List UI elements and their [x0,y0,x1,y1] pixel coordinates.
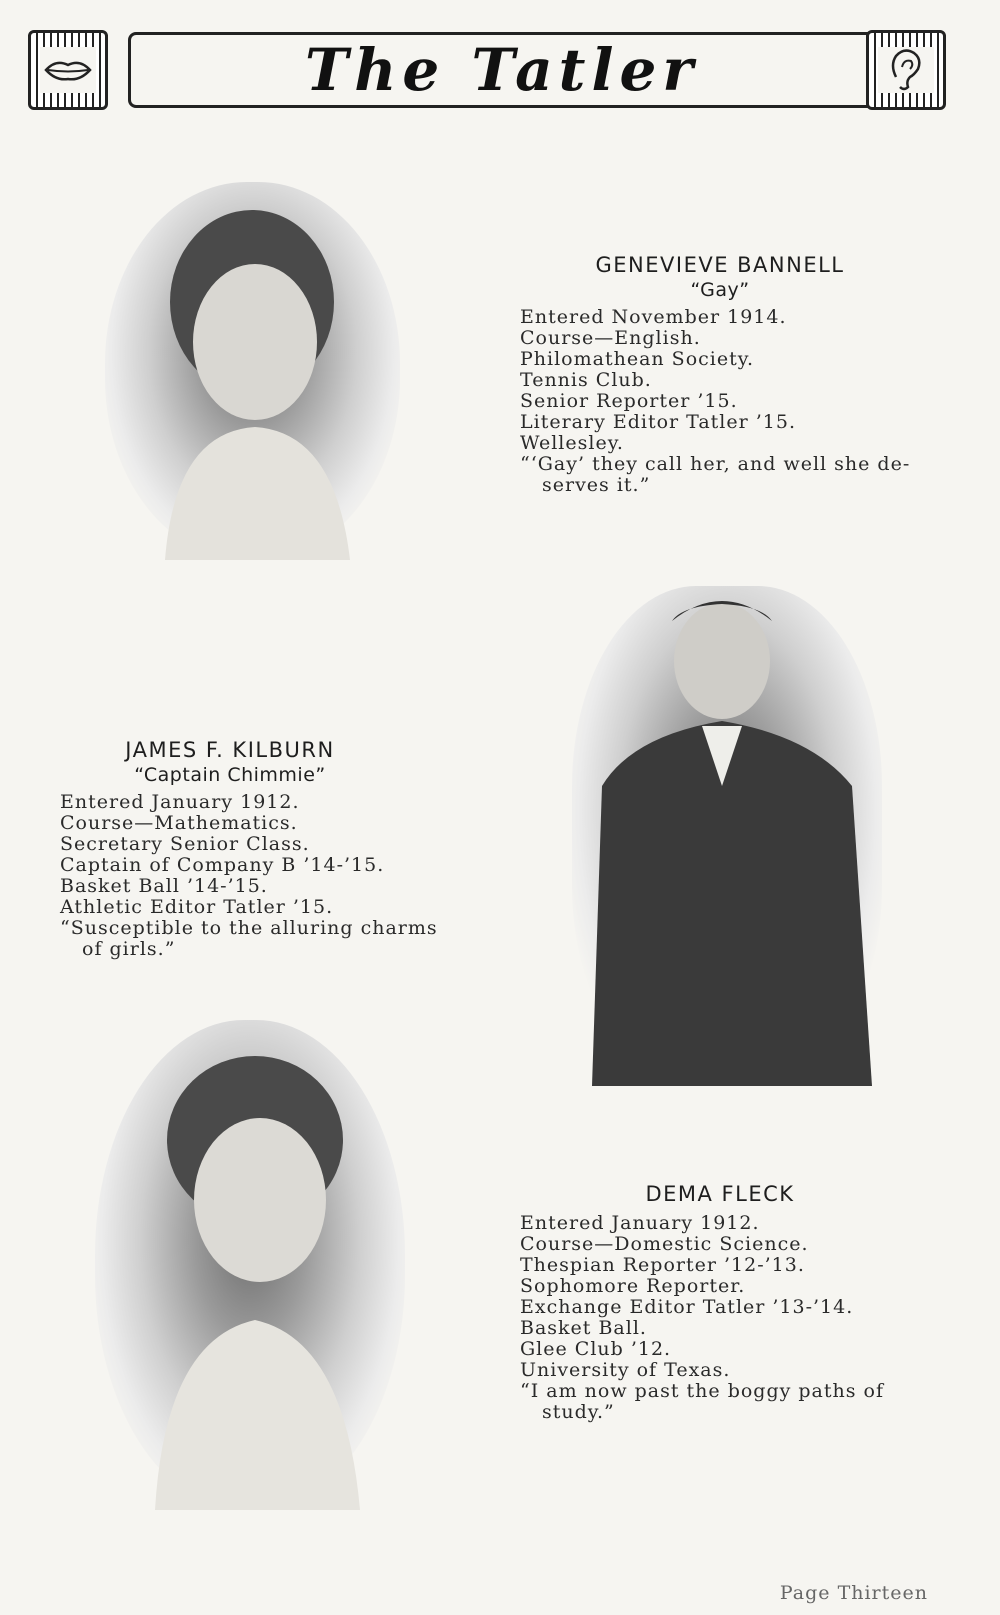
entry-nickname: “Gay” [690,279,750,301]
page-title: The Tatler [305,36,699,104]
entry-line: Philomathean Society. [520,348,754,370]
entry-line: University of Texas. [520,1359,731,1381]
title-banner [128,32,876,108]
entry-quote: “Susceptible to the alluring charms of girls.” [60,917,438,960]
entry-line: Entered November 1914. [520,306,787,328]
entry-dema-fleck [520,1184,920,1423]
entry-line: Thespian Reporter ’12-’13. [520,1254,805,1276]
entry-name: JAMES F. KILBURN [125,738,335,762]
entry-line: Basket Ball. [520,1317,647,1339]
entry-line: Exchange Editor Tatler ’13-’14. [520,1296,854,1318]
entry-line: Athletic Editor Tatler ’15. [60,896,334,918]
portrait-photo-dema [95,1020,405,1510]
entry-line: Course—English. [520,327,701,349]
ear-icon [878,47,934,93]
entry-line: Entered January 1912. [520,1212,760,1234]
entry-line: Glee Club ’12. [520,1338,672,1360]
lips-icon-box [28,30,108,110]
entry-line: Secretary Senior Class. [60,833,310,855]
lips-icon [40,47,96,93]
entry-line: Tennis Club. [520,369,652,391]
entry-james-kilburn [60,740,460,960]
entry-name: DEMA FLECK [645,1182,795,1206]
entry-line: Literary Editor Tatler ’15. [520,411,797,433]
entry-name: GENEVIEVE BANNELL [595,253,845,277]
entry-line: Basket Ball ’14-’15. [60,875,268,897]
entry-genevieve-bannell [520,255,920,496]
ear-icon-box [866,30,946,110]
entry-quote: “‘Gay’ they call her, and well she de-serves it.” [520,453,911,496]
entry-line: Course—Domestic Science. [520,1233,809,1255]
portrait-photo-genevieve [105,182,400,560]
entry-line: Sophomore Reporter. [520,1275,746,1297]
entry-quote: “I am now past the boggy paths of study.” [520,1380,885,1423]
entry-line: Senior Reporter ’15. [520,390,738,412]
portrait-photo-james [572,586,882,1086]
entry-line: Wellesley. [520,432,624,454]
entry-line: Entered January 1912. [60,791,300,813]
entry-line: Captain of Company B ’14-’15. [60,854,385,876]
entry-line: Course—Mathematics. [60,812,298,834]
entry-nickname: “Captain Chimmie” [134,764,326,786]
page-number: Page Thirteen [779,1582,928,1604]
